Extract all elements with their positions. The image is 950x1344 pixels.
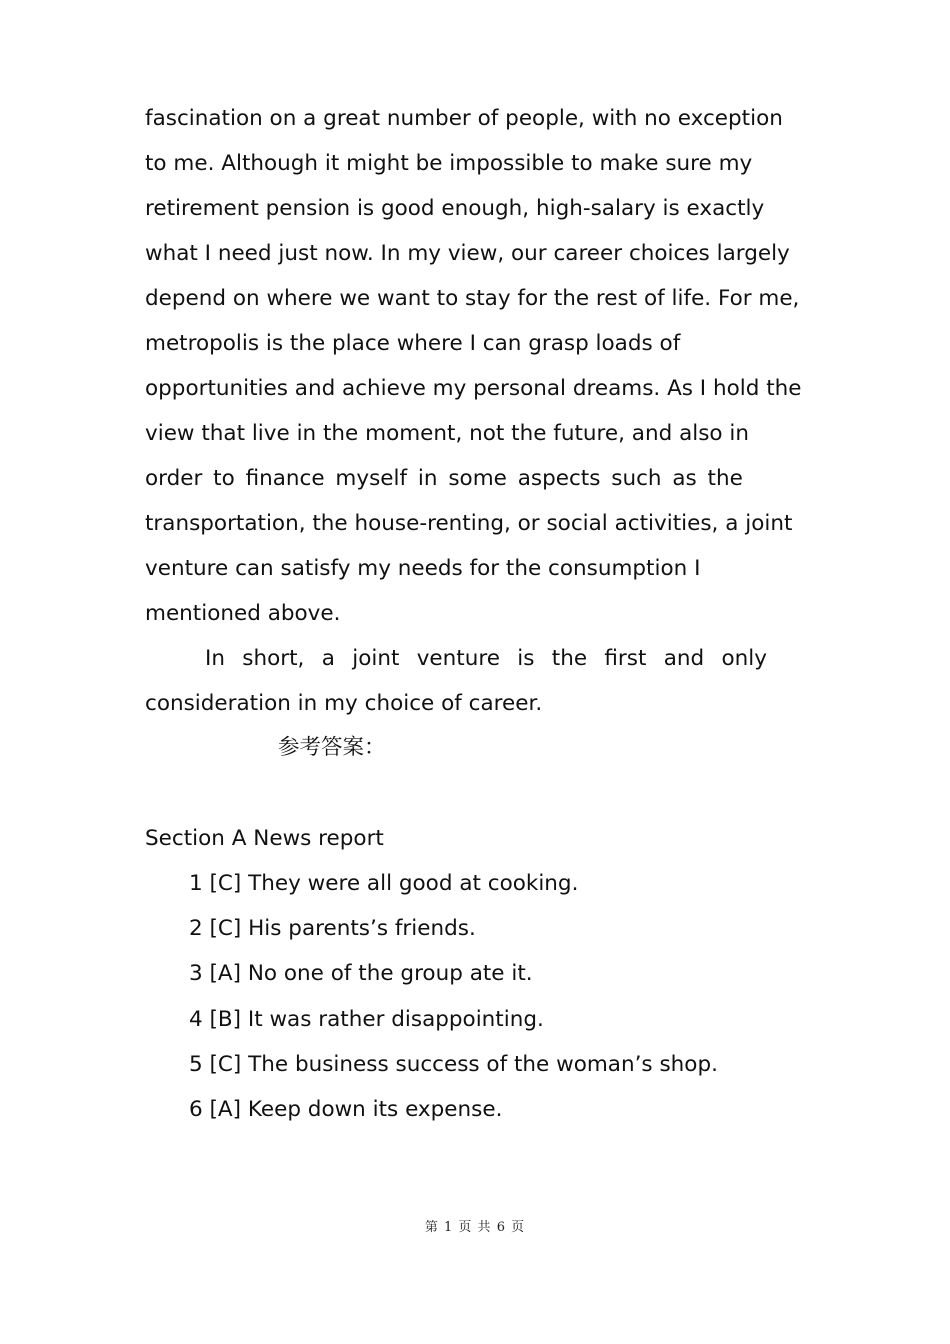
answer-item: 4 [B] It was rather disappointing. [189, 1006, 544, 1032]
essay-line: metropolis is the place where I can grasp loads of [145, 331, 681, 356]
answer-item: 1 [C] They were all good at cooking. [189, 871, 579, 896]
essay-line: retirement pension is good enough, high-salary is exactly [145, 196, 765, 221]
essay-line: transportation, the house-renting, or social activities, a joint [145, 511, 793, 536]
reference-answer-heading: 参考答案： [278, 735, 386, 760]
essay-line: venture can satisfy my needs for the consumption I [145, 556, 701, 581]
section-a-title: Section A News report [145, 826, 384, 851]
answer-list [189, 861, 718, 1132]
conclusion-line-1: In short, a joint venture is the first and only [205, 646, 767, 671]
essay-line: what I need just now. In my view, our career choices largely [145, 241, 790, 266]
essay-line: order to finance myself in some aspects such as the [145, 466, 743, 491]
essay-line: to me. Although it might be impossible to make sure my [145, 151, 753, 176]
answer-item: 2 [C] His parents’s friends. [189, 916, 476, 942]
answer-item: 3 [A] No one of the group ate it. [189, 961, 533, 987]
conclusion-line-2: consideration in my choice of career. [145, 691, 543, 716]
essay-body [145, 96, 835, 726]
answer-item: 5 [C] The business success of the woman’s shop. [189, 1051, 718, 1077]
essay-line: mentioned above. [145, 601, 341, 626]
page-footer: 第 1 页 共 6 页 [424, 1220, 526, 1235]
essay-line: opportunities and achieve my personal dreams. As I hold the [145, 376, 802, 401]
essay-line: view that live in the moment, not the future, and also in [145, 421, 750, 446]
essay-line: depend on where we want to stay for the rest of life. For me, [145, 286, 800, 311]
essay-line: fascination on a great number of people, with no exception [145, 106, 783, 131]
answer-item: 6 [A] Keep down its expense. [189, 1097, 503, 1123]
